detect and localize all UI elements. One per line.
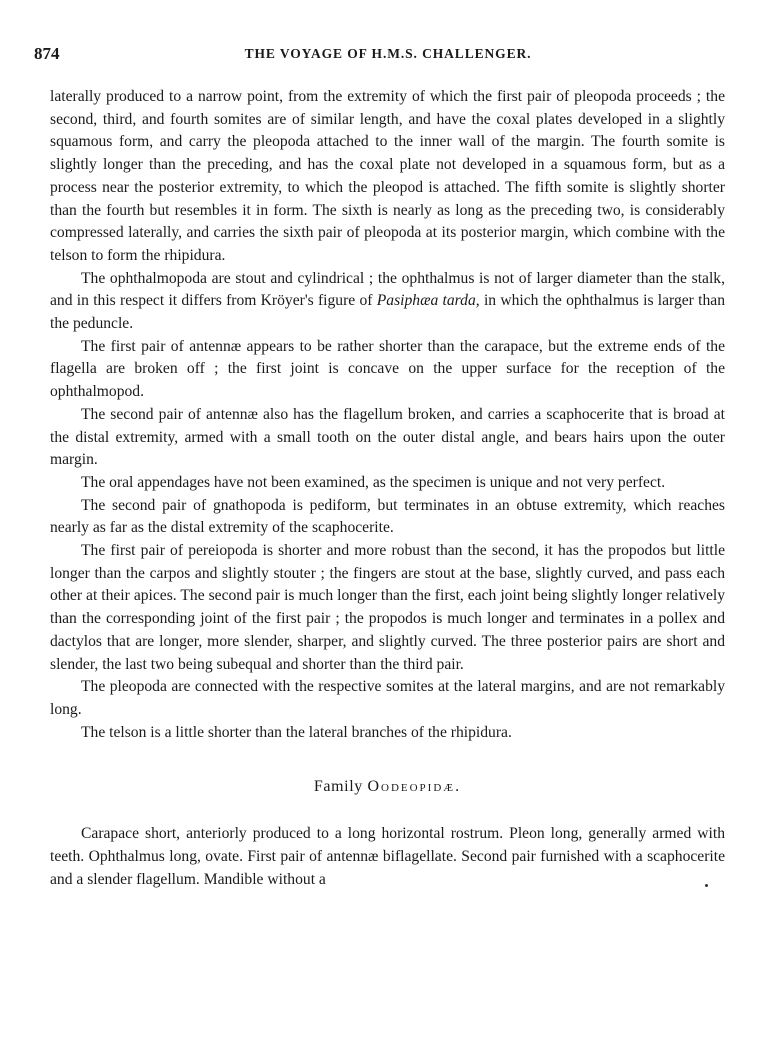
family-name: Oodeopidæ.: [367, 778, 462, 796]
paragraph-first-antennae: [50, 336, 725, 404]
paragraph-text: The telson is a little shorter than the lateral branches of the rhipidura.: [81, 723, 512, 741]
family-heading-prefix: Family: [313, 778, 368, 796]
paragraph-text: The pleopoda are connected with the respective somites at the lateral margins, and are not remarkably long.: [50, 678, 725, 718]
paragraph-text: The ophthalmopoda are stout and cylindrical ; the ophthalmus is not of larger diameter than the stalk, and in this respect it differs from Kröyer's figure of: [50, 269, 725, 310]
paragraph-pereiopoda: [50, 540, 725, 676]
page-header: [34, 44, 742, 68]
paragraph-text: laterally produced to a narrow point, from the extremity of which the first pair of pleopoda proceeds ; the second, third, and fourth somites are of similar length, and have the coxal plates developed in a slightly squamous form, and carry the pleopoda attached to the inner wall of the margin. The fourth somite is slightly longer than the preceding, and has the coxal plate not developed in a squamous form, but as a process near the posterior extremity, to which the pleopod is attached. The fifth somite is slightly shorter than the fourth but resembles it in form. The sixth is nearly as long as the preceding two, is considerably compressed laterally, and carries the sixth pair of pleopoda at its posterior margin, which combine with the telson to form the rhipidura.: [50, 88, 725, 264]
running-title: THE VOYAGE OF H.M.S. CHALLENGER.: [244, 46, 532, 61]
paragraph-pleopoda: [50, 676, 725, 721]
paragraph-second-antennae: [50, 404, 725, 472]
paragraph-oral-appendages: [50, 472, 725, 495]
body-text: [50, 86, 725, 891]
paragraph-telson: [50, 722, 725, 745]
paragraph-text: The second pair of gnathopoda is pediform, but terminates in an obtuse extremity, which reaches nearly as far as the distal extremity of the scaphocerite.: [50, 496, 725, 537]
paragraph-text: The first pair of pereiopoda is shorter and more robust than the second, it has the propodos but little longer than the carpos and slightly stouter ; the fingers are stout at the base, slightly curved, and pass each other at their apices. The second pair is much longer than the first, each joint being slightly longer relatively than the corresponding joint of the first pair ; the propodos is much longer and terminates in a pollex and dactylos that are longer, more slender, sharper, and slightly curved. The three posterior pairs are short and slender, the last two being subequal and shorter than the third pair.: [50, 542, 725, 673]
paragraph-text: The second pair of antennæ also has the flagellum broken, and carries a scaphocerite that is broad at the distal extremity, armed with a small tooth on the outer distal angle, and bears hairs upon the outer margin.: [50, 405, 725, 469]
paragraph-text: Carapace short, anteriorly produced to a long horizontal rostrum. Pleon long, generally armed with teeth. Ophthalmus long, ovate. First pair of antennæ biflagellate. Second pair furnished with a scaphocerite and a slender flagellum. Mandible without a: [50, 825, 725, 888]
paragraph-text: The first pair of antennæ appears to be rather shorter than the carapace, but the extreme ends of the flagella are broken off ; the first joint is concave on the upper surface for the reception of the ophthalmopod.: [50, 337, 725, 401]
paragraph-text: The oral appendages have not been examined, as the specimen is unique and not very perfect.: [81, 473, 666, 491]
paragraph-family-description: [50, 823, 725, 891]
paragraph-text: in which the ophthalmus is larger than the peduncle.: [50, 292, 725, 333]
species-name: Pasiphæa tarda,: [376, 292, 480, 310]
family-heading: [50, 776, 725, 799]
stray-ink-mark: [705, 884, 708, 887]
paragraph-pleon-somites: [50, 86, 725, 268]
paragraph-gnathopoda: [50, 495, 725, 540]
page-number: 874: [34, 44, 60, 63]
paragraph-ophthalmopoda: [50, 268, 725, 336]
